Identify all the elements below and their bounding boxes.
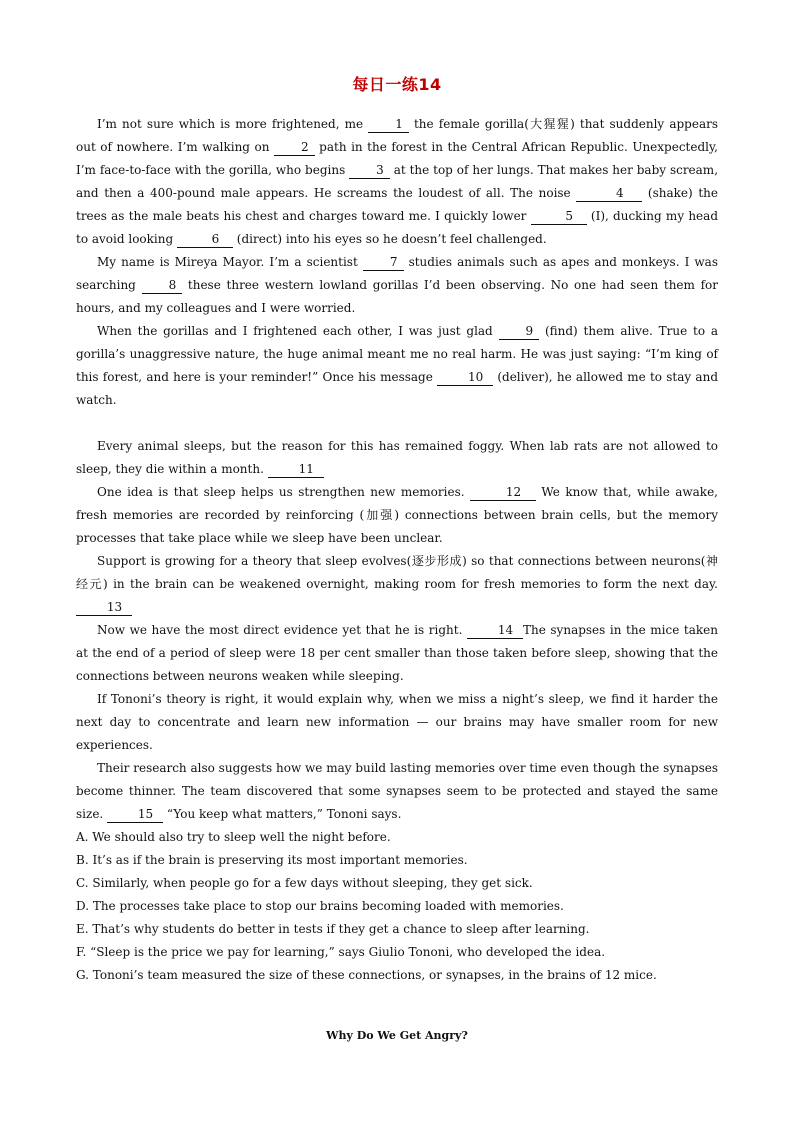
blank-8: 8	[142, 277, 183, 294]
blank-5: 5	[531, 208, 587, 225]
text: these three western lowland gorillas I’d been observing. No one had seen them for hours, and my colleagues and I were worried.	[76, 278, 719, 315]
blank-9: 9	[499, 323, 540, 340]
section-gap	[76, 412, 718, 435]
text: at the top of her lungs. That makes her baby scream, and then a 400-pound male appears. He screams the loudest of all. The noise	[76, 163, 719, 200]
text: path in the forest in the Central African Republic. Unexpectedly, I’m face-to-face with the gorilla, who begins	[76, 140, 718, 177]
text: Their research also suggests how we may build lasting memories over time even though the synapses become thinner. The team discovered that some synapses seem to be protected and stayed the same size.	[76, 761, 718, 821]
blank-1: 1	[368, 116, 409, 133]
text: “You keep what matters,” Tononi says.	[163, 807, 402, 821]
text: My name is Mireya Mayor. I’m a scientist	[97, 255, 363, 269]
blank-14: 14	[467, 622, 523, 639]
blank-3: 3	[349, 162, 390, 179]
text: Now we have the most direct evidence yet that he is right.	[97, 623, 467, 637]
option-b: B. It’s as if the brain is preserving its most important memories.	[76, 853, 468, 867]
passage2-paragraph6	[76, 757, 718, 826]
text: (direct) into his eyes so he doesn’t feel challenged.	[232, 232, 547, 246]
passage1-paragraph2	[76, 251, 718, 320]
text: (shake) the trees as the male beats his chest and charges toward me. I quickly lower	[76, 186, 718, 223]
option-f: F. “Sleep is the price we pay for learning,” says Giulio Tononi, who developed the idea.	[76, 945, 606, 959]
option-g: G. Tononi’s team measured the size of these connections, or synapses, in the brains of 12 mice.	[76, 968, 657, 982]
text: (find) them alive. True to a gorilla’s unaggressive nature, the huge animal meant me no real harm. He was just saying: “I’m king of this forest, and here is your reminder!” Once his message	[76, 324, 718, 384]
blank-6: 6	[177, 231, 233, 248]
blank-15: 15	[107, 806, 163, 823]
blank-11: 11	[268, 461, 324, 478]
text: We know that, while awake, fresh memories are recorded by reinforcing (加强) connections between brain cells, but the memory processes that take place while we sleep have been unclear.	[76, 485, 718, 545]
passage2-paragraph4	[76, 619, 718, 688]
option-e: E. That’s why students do better in tests if they get a chance to sleep after learning.	[76, 922, 590, 936]
passage2-paragraph1	[76, 435, 718, 481]
passage2-paragraph5	[76, 688, 718, 757]
text: studies animals such as apes and monkeys. I was searching	[76, 255, 718, 292]
text: Every animal sleeps, but the reason for this has remained foggy. When lab rats are not allowed to sleep, they die within a month.	[76, 439, 718, 476]
blank-10: 10	[437, 369, 493, 386]
text: One idea is that sleep helps us strengthen new memories.	[97, 485, 470, 499]
page-title: 每日一练14	[352, 75, 442, 94]
option-a: A. We should also try to sleep well the night before.	[76, 830, 391, 844]
option-d: D. The processes take place to stop our brains becoming loaded with memories.	[76, 899, 564, 913]
blank-2: 2	[274, 139, 315, 156]
passage1-paragraph1	[76, 113, 718, 251]
blank-4: 4	[576, 185, 642, 202]
text: I’m not sure which is more frightened, me	[97, 117, 369, 131]
text: When the gorillas and I frightened each other, I was just glad	[97, 324, 499, 338]
text: the female gorilla(大猩猩) that suddenly appears out of nowhere. I’m walking on	[76, 117, 718, 154]
blank-7: 7	[363, 254, 404, 271]
passage1-paragraph3	[76, 320, 718, 412]
passage2-paragraph3	[76, 550, 718, 619]
text: The synapses in the mice taken at the end of a period of sleep were 18 per cent smaller than those taken before sleep, showing that the connections between neurons weaken while sleeping.	[76, 623, 718, 683]
worksheet	[76, 72, 718, 987]
blank-12: 12	[470, 484, 536, 501]
text: If Tononi’s theory is right, it would explain why, when we miss a night’s sleep, we find it harder the next day to concentrate and learn new information — our brains may have smaller room for new experiences.	[76, 692, 718, 752]
text: Support is growing for a theory that sleep evolves(逐步形成) so that connections between neurons(神经元) in the brain can be weakened overnight, making room for fresh memories to form the next day.	[76, 554, 718, 591]
next-passage-title: Why Do We Get Angry?	[326, 1029, 468, 1042]
option-c: C. Similarly, when people go for a few days without sleeping, they get sick.	[76, 876, 533, 890]
blank-13: 13	[76, 599, 132, 616]
passage2-paragraph2	[76, 481, 718, 550]
text: (I), ducking my head to avoid looking	[76, 209, 718, 246]
text: (deliver), he allowed me to stay and watch.	[76, 370, 718, 407]
